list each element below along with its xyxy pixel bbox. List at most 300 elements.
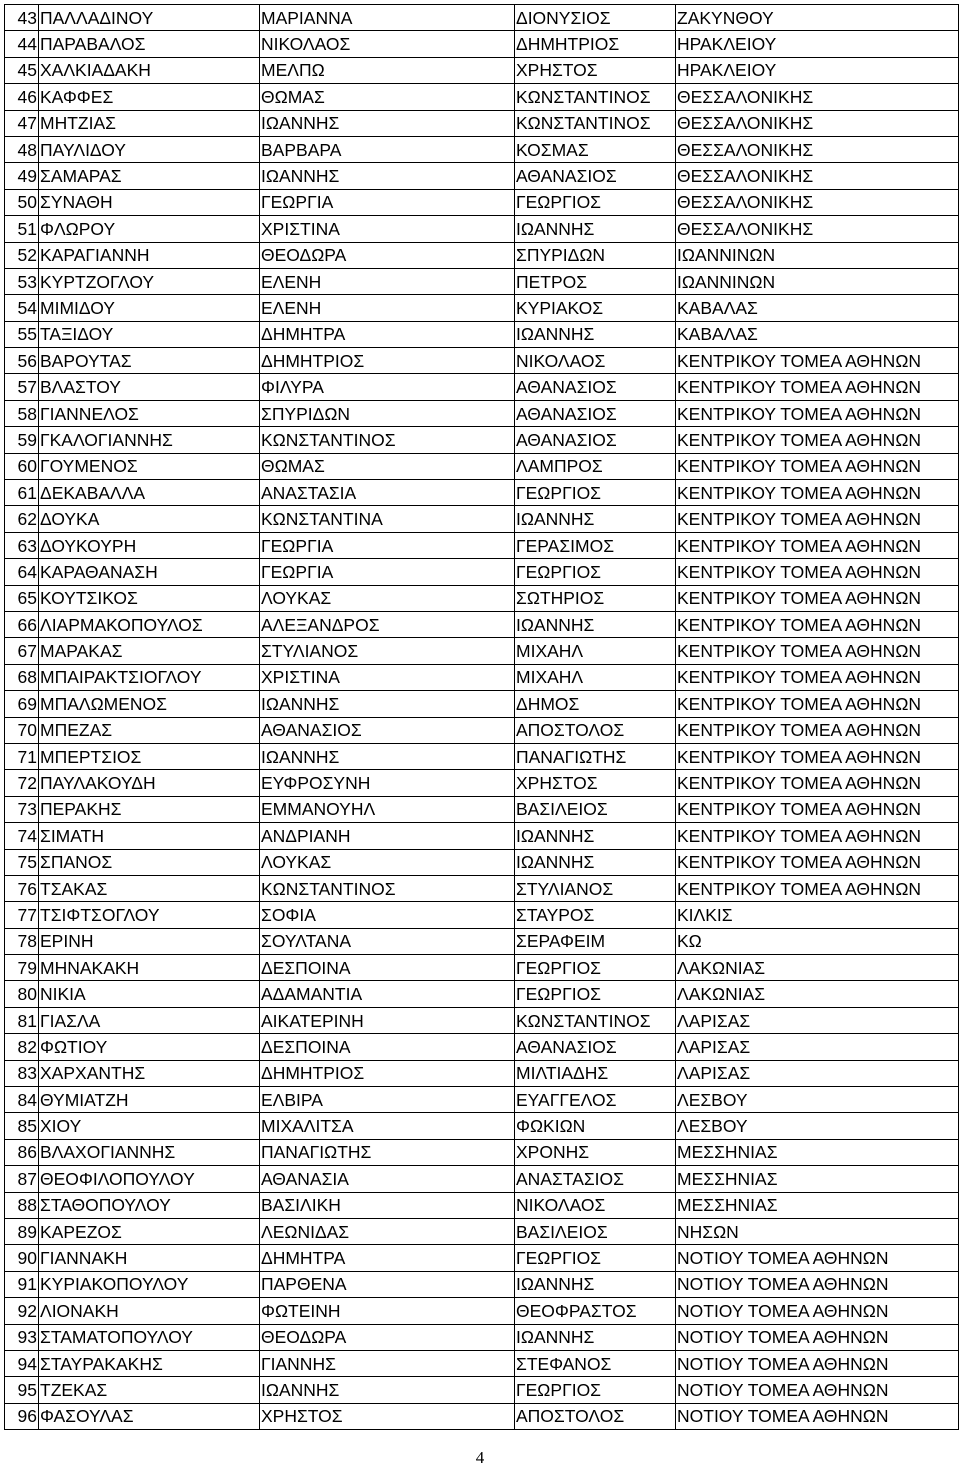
region-cell: ΛΕΣΒΟΥ [676,1113,959,1139]
father-name-cell: ΔΗΜΗΤΡΙΟΣ [515,31,676,57]
row-number-cell: 47 [5,110,39,136]
row-number-cell: 50 [5,189,39,215]
row-number-cell: 52 [5,242,39,268]
region-cell: ΗΡΑΚΛΕΙΟΥ [676,31,959,57]
first-name-cell: ΔΕΣΠΟΙΝΑ [260,955,515,981]
table-row [5,1271,959,1297]
table-row [5,136,959,162]
row-number-cell: 83 [5,1060,39,1086]
surname-cell: ΚΟΥΤΣΙΚΟΣ [39,585,260,611]
surname-cell: ΠΑΡΑΒΑΛΟΣ [39,31,260,57]
table-row [5,849,959,875]
row-number-cell: 91 [5,1271,39,1297]
region-cell: ΘΕΣΣΑΛΟΝΙΚΗΣ [676,163,959,189]
table-row [5,532,959,558]
father-name-cell: ΚΩΝΣΤΑΝΤΙΝΟΣ [515,110,676,136]
father-name-cell: ΛΑΜΠΡΟΣ [515,453,676,479]
row-number-cell: 87 [5,1166,39,1192]
row-number-cell: 45 [5,57,39,83]
first-name-cell: ΘΩΜΑΣ [260,84,515,110]
father-name-cell: ΣΤΥΛΙΑΝΟΣ [515,875,676,901]
first-name-cell: ΛΕΩΝΙΔΑΣ [260,1218,515,1244]
surname-cell: ΧΑΡΧΑΝΤΗΣ [39,1060,260,1086]
first-name-cell: ΕΜΜΑΝΟΥΗΛ [260,796,515,822]
surname-cell: ΚΑΦΦΕΣ [39,84,260,110]
first-name-cell: ΚΩΝΣΤΑΝΤΙΝΟΣ [260,875,515,901]
first-name-cell: ΓΕΩΡΓΙΑ [260,532,515,558]
region-cell: ΘΕΣΣΑΛΟΝΙΚΗΣ [676,136,959,162]
father-name-cell: ΙΩΑΝΝΗΣ [515,1271,676,1297]
surname-cell: ΚΥΡΤΖΟΓΛΟΥ [39,268,260,294]
surname-cell: ΒΛΑΣΤΟΥ [39,374,260,400]
region-cell: ΚΕΝΤΡΙΚΟΥ ΤΟΜΕΑ ΑΘΗΝΩΝ [676,532,959,558]
table-row [5,506,959,532]
father-name-cell: ΚΩΝΣΤΑΝΤΙΝΟΣ [515,1007,676,1033]
first-name-cell: ΜΕΛΠΩ [260,57,515,83]
father-name-cell: ΙΩΑΝΝΗΣ [515,321,676,347]
surname-cell: ΔΟΥΚΟΥΡΗ [39,532,260,558]
surname-cell: ΛΙΟΝΑΚΗ [39,1298,260,1324]
first-name-cell: ΛΟΥΚΑΣ [260,585,515,611]
father-name-cell: ΘΕΟΦΡΑΣΤΟΣ [515,1298,676,1324]
table-row [5,163,959,189]
row-number-cell: 96 [5,1403,39,1429]
table-row [5,189,959,215]
region-cell: ΚΕΝΤΡΙΚΟΥ ΤΟΜΕΑ ΑΘΗΝΩΝ [676,849,959,875]
first-name-cell: ΧΡΙΣΤΙΝΑ [260,216,515,242]
surname-cell: ΣΤΑΥΡΑΚΑΚΗΣ [39,1350,260,1376]
first-name-cell: ΑΘΑΝΑΣΙΑ [260,1166,515,1192]
region-cell: ΚΕΝΤΡΙΚΟΥ ΤΟΜΕΑ ΑΘΗΝΩΝ [676,611,959,637]
surname-cell: ΤΣΑΚΑΣ [39,875,260,901]
table-row [5,664,959,690]
region-cell: ΚΕΝΤΡΙΚΟΥ ΤΟΜΕΑ ΑΘΗΝΩΝ [676,691,959,717]
row-number-cell: 93 [5,1324,39,1350]
table-row [5,1087,959,1113]
first-name-cell: ΜΙΧΑΛΙΤΣΑ [260,1113,515,1139]
table-row [5,348,959,374]
surname-cell: ΚΑΡΑΘΑΝΑΣΗ [39,559,260,585]
father-name-cell: ΠΕΤΡΟΣ [515,268,676,294]
father-name-cell: ΓΕΩΡΓΙΟΣ [515,1245,676,1271]
row-number-cell: 76 [5,875,39,901]
region-cell: ΝΟΤΙΟΥ ΤΟΜΕΑ ΑΘΗΝΩΝ [676,1350,959,1376]
father-name-cell: ΓΕΩΡΓΙΟΣ [515,189,676,215]
father-name-cell: ΚΩΝΣΤΑΝΤΙΝΟΣ [515,84,676,110]
first-name-cell: ΓΕΩΡΓΙΑ [260,189,515,215]
surname-cell: ΧΑΛΚΙΑΔΑΚΗ [39,57,260,83]
first-name-cell: ΙΩΑΝΝΗΣ [260,110,515,136]
first-name-cell: ΦΩΤΕΙΝΗ [260,1298,515,1324]
row-number-cell: 74 [5,823,39,849]
page-number: 4 [475,1448,485,1467]
region-cell: ΚΕΝΤΡΙΚΟΥ ΤΟΜΕΑ ΑΘΗΝΩΝ [676,664,959,690]
table-row [5,1350,959,1376]
table-row [5,717,959,743]
region-cell: ΚΕΝΤΡΙΚΟΥ ΤΟΜΕΑ ΑΘΗΝΩΝ [676,453,959,479]
first-name-cell: ΒΑΣΙΛΙΚΗ [260,1192,515,1218]
surname-cell: ΓΙΑΣΛΑ [39,1007,260,1033]
father-name-cell: ΝΙΚΟΛΑΟΣ [515,1192,676,1218]
first-name-cell: ΣΟΦΙΑ [260,902,515,928]
father-name-cell: ΓΕΩΡΓΙΟΣ [515,955,676,981]
father-name-cell: ΓΕΩΡΓΙΟΣ [515,981,676,1007]
first-name-cell: ΔΗΜΗΤΡΙΟΣ [260,348,515,374]
father-name-cell: ΧΡΗΣΤΟΣ [515,770,676,796]
surname-cell: ΚΑΡΑΓΙΑΝΝΗ [39,242,260,268]
father-name-cell: ΜΙΧΑΗΛ [515,664,676,690]
row-number-cell: 73 [5,796,39,822]
region-cell: ΜΕΣΣΗΝΙΑΣ [676,1139,959,1165]
region-cell: ΚΕΝΤΡΙΚΟΥ ΤΟΜΕΑ ΑΘΗΝΩΝ [676,743,959,769]
table-row [5,770,959,796]
surname-cell: ΣΤΑΜΑΤΟΠΟΥΛΟΥ [39,1324,260,1350]
surname-cell: ΤΖΕΚΑΣ [39,1377,260,1403]
table-row [5,1139,959,1165]
row-number-cell: 66 [5,611,39,637]
father-name-cell: ΙΩΑΝΝΗΣ [515,611,676,637]
first-name-cell: ΜΑΡΙΑΝΝΑ [260,5,515,31]
father-name-cell: ΙΩΑΝΝΗΣ [515,1324,676,1350]
table-row [5,823,959,849]
father-name-cell: ΜΙΧΑΗΛ [515,638,676,664]
row-number-cell: 59 [5,427,39,453]
table-row [5,875,959,901]
row-number-cell: 43 [5,5,39,31]
row-number-cell: 63 [5,532,39,558]
table-row [5,691,959,717]
table-row [5,295,959,321]
father-name-cell: ΑΠΟΣΤΟΛΟΣ [515,1403,676,1429]
father-name-cell: ΑΘΑΝΑΣΙΟΣ [515,1034,676,1060]
father-name-cell: ΕΥΑΓΓΕΛΟΣ [515,1087,676,1113]
surname-cell: ΜΠΑΙΡΑΚΤΣΙΟΓΛΟΥ [39,664,260,690]
surname-cell: ΜΠΑΛΩΜΕΝΟΣ [39,691,260,717]
father-name-cell: ΑΘΑΝΑΣΙΟΣ [515,400,676,426]
first-name-cell: ΚΩΝΣΤΑΝΤΙΝΟΣ [260,427,515,453]
surname-cell: ΔΕΚΑΒΑΛΛΑ [39,480,260,506]
surname-cell: ΦΩΤΙΟΥ [39,1034,260,1060]
table-row [5,1007,959,1033]
region-cell: ΛΑΚΩΝΙΑΣ [676,955,959,981]
table-row [5,216,959,242]
table-row [5,928,959,954]
region-cell: ΛΑΡΙΣΑΣ [676,1060,959,1086]
first-name-cell: ΕΛΒΙΡΑ [260,1087,515,1113]
father-name-cell: ΔΙΟΝΥΣΙΟΣ [515,5,676,31]
father-name-cell: ΚΟΣΜΑΣ [515,136,676,162]
row-number-cell: 64 [5,559,39,585]
surname-cell: ΚΥΡΙΑΚΟΠΟΥΛΟΥ [39,1271,260,1297]
region-cell: ΛΕΣΒΟΥ [676,1087,959,1113]
region-cell: ΚΕΝΤΡΙΚΟΥ ΤΟΜΕΑ ΑΘΗΝΩΝ [676,717,959,743]
surname-cell: ΠΑΛΛΑΔΙΝΟΥ [39,5,260,31]
region-cell: ΘΕΣΣΑΛΟΝΙΚΗΣ [676,110,959,136]
region-cell: ΚΕΝΤΡΙΚΟΥ ΤΟΜΕΑ ΑΘΗΝΩΝ [676,796,959,822]
first-name-cell: ΕΥΦΡΟΣΥΝΗ [260,770,515,796]
first-name-cell: ΙΩΑΝΝΗΣ [260,691,515,717]
surname-cell: ΣΙΜΑΤΗ [39,823,260,849]
region-cell: ΚΕΝΤΡΙΚΟΥ ΤΟΜΕΑ ΑΘΗΝΩΝ [676,638,959,664]
father-name-cell: ΣΠΥΡΙΔΩΝ [515,242,676,268]
table-row [5,1245,959,1271]
surname-cell: ΒΑΡΟΥΤΑΣ [39,348,260,374]
first-name-cell: ΛΟΥΚΑΣ [260,849,515,875]
table-row [5,559,959,585]
table-row [5,480,959,506]
father-name-cell: ΑΝΑΣΤΑΣΙΟΣ [515,1166,676,1192]
table-row [5,1298,959,1324]
surname-cell: ΒΛΑΧΟΓΙΑΝΝΗΣ [39,1139,260,1165]
row-number-cell: 89 [5,1218,39,1244]
region-cell: ΙΩΑΝΝΙΝΩΝ [676,242,959,268]
first-name-cell: ΘΩΜΑΣ [260,453,515,479]
father-name-cell: ΣΤΕΦΑΝΟΣ [515,1350,676,1376]
surname-cell: ΔΟΥΚΑ [39,506,260,532]
father-name-cell: ΓΕΡΑΣΙΜΟΣ [515,532,676,558]
first-name-cell: ΑΘΑΝΑΣΙΟΣ [260,717,515,743]
region-cell: ΚΕΝΤΡΙΚΟΥ ΤΟΜΕΑ ΑΘΗΝΩΝ [676,480,959,506]
table-row [5,981,959,1007]
first-name-cell: ΝΙΚΟΛΑΟΣ [260,31,515,57]
row-number-cell: 60 [5,453,39,479]
row-number-cell: 56 [5,348,39,374]
father-name-cell: ΙΩΑΝΝΗΣ [515,823,676,849]
first-name-cell: ΦΙΛΥΡΑ [260,374,515,400]
father-name-cell: ΑΘΑΝΑΣΙΟΣ [515,374,676,400]
surname-cell: ΕΡΙΝΗ [39,928,260,954]
father-name-cell: ΑΘΑΝΑΣΙΟΣ [515,163,676,189]
row-number-cell: 94 [5,1350,39,1376]
first-name-cell: ΧΡΗΣΤΟΣ [260,1403,515,1429]
father-name-cell: ΣΩΤΗΡΙΟΣ [515,585,676,611]
father-name-cell: ΣΕΡΑΦΕΙΜ [515,928,676,954]
surname-cell: ΠΕΡΑΚΗΣ [39,796,260,822]
first-name-cell: ΒΑΡΒΑΡΑ [260,136,515,162]
region-cell: ΝΟΤΙΟΥ ΤΟΜΕΑ ΑΘΗΝΩΝ [676,1403,959,1429]
table-row [5,796,959,822]
row-number-cell: 75 [5,849,39,875]
region-cell: ΚΕΝΤΡΙΚΟΥ ΤΟΜΕΑ ΑΘΗΝΩΝ [676,770,959,796]
surname-cell: ΠΑΥΛΑΚΟΥΔΗ [39,770,260,796]
roster-table [4,4,959,1430]
table-row [5,611,959,637]
table-row [5,427,959,453]
table-row [5,1192,959,1218]
region-cell: ΜΕΣΣΗΝΙΑΣ [676,1192,959,1218]
father-name-cell: ΝΙΚΟΛΑΟΣ [515,348,676,374]
row-number-cell: 79 [5,955,39,981]
row-number-cell: 90 [5,1245,39,1271]
first-name-cell: ΔΗΜΗΤΡΑ [260,1245,515,1271]
table-row [5,268,959,294]
surname-cell: ΜΙΜΙΔΟΥ [39,295,260,321]
first-name-cell: ΔΗΜΗΤΡΑ [260,321,515,347]
table-row [5,84,959,110]
row-number-cell: 48 [5,136,39,162]
row-number-cell: 54 [5,295,39,321]
surname-cell: ΓΟΥΜΕΝΟΣ [39,453,260,479]
table-row [5,453,959,479]
table-row [5,321,959,347]
region-cell: ΗΡΑΚΛΕΙΟΥ [676,57,959,83]
row-number-cell: 46 [5,84,39,110]
region-cell: ΚΕΝΤΡΙΚΟΥ ΤΟΜΕΑ ΑΘΗΝΩΝ [676,400,959,426]
table-row [5,1113,959,1139]
first-name-cell: ΣΠΥΡΙΔΩΝ [260,400,515,426]
father-name-cell: ΑΠΟΣΤΟΛΟΣ [515,717,676,743]
table-row [5,1324,959,1350]
surname-cell: ΦΑΣΟΥΛΑΣ [39,1403,260,1429]
surname-cell: ΣΠΑΝΟΣ [39,849,260,875]
region-cell: ΖΑΚΥΝΘΟΥ [676,5,959,31]
region-cell: ΛΑΚΩΝΙΑΣ [676,981,959,1007]
table-row [5,955,959,981]
row-number-cell: 86 [5,1139,39,1165]
row-number-cell: 58 [5,400,39,426]
row-number-cell: 70 [5,717,39,743]
father-name-cell: ΔΗΜΟΣ [515,691,676,717]
father-name-cell: ΦΩΚΙΩΝ [515,1113,676,1139]
row-number-cell: 85 [5,1113,39,1139]
table-row [5,1034,959,1060]
row-number-cell: 68 [5,664,39,690]
surname-cell: ΝΙΚΙΑ [39,981,260,1007]
row-number-cell: 82 [5,1034,39,1060]
surname-cell: ΜΗΤΖΙΑΣ [39,110,260,136]
row-number-cell: 62 [5,506,39,532]
table-row [5,5,959,31]
surname-cell: ΦΛΩΡΟΥ [39,216,260,242]
first-name-cell: ΕΛΕΝΗ [260,268,515,294]
first-name-cell: ΔΕΣΠΟΙΝΑ [260,1034,515,1060]
row-number-cell: 78 [5,928,39,954]
row-number-cell: 69 [5,691,39,717]
first-name-cell: ΕΛΕΝΗ [260,295,515,321]
table-row [5,1060,959,1086]
surname-cell: ΜΗΝΑΚΑΚΗ [39,955,260,981]
father-name-cell: ΧΡΗΣΤΟΣ [515,57,676,83]
father-name-cell: ΠΑΝΑΓΙΩΤΗΣ [515,743,676,769]
region-cell: ΚΙΛΚΙΣ [676,902,959,928]
region-cell: ΚΕΝΤΡΙΚΟΥ ΤΟΜΕΑ ΑΘΗΝΩΝ [676,506,959,532]
row-number-cell: 80 [5,981,39,1007]
region-cell: ΛΑΡΙΣΑΣ [676,1034,959,1060]
region-cell: ΘΕΣΣΑΛΟΝΙΚΗΣ [676,216,959,242]
table-row [5,743,959,769]
table-row [5,1166,959,1192]
father-name-cell: ΧΡΟΝΗΣ [515,1139,676,1165]
roster-table-body [5,5,959,1430]
first-name-cell: ΙΩΑΝΝΗΣ [260,163,515,189]
surname-cell: ΧΙΟΥ [39,1113,260,1139]
region-cell: ΝΟΤΙΟΥ ΤΟΜΕΑ ΑΘΗΝΩΝ [676,1271,959,1297]
table-row [5,638,959,664]
table-row [5,374,959,400]
first-name-cell: ΙΩΑΝΝΗΣ [260,743,515,769]
surname-cell: ΘΥΜΙΑΤΖΗ [39,1087,260,1113]
surname-cell: ΤΣΙΦΤΣΟΓΛΟΥ [39,902,260,928]
father-name-cell: ΜΙΛΤΙΑΔΗΣ [515,1060,676,1086]
father-name-cell: ΙΩΑΝΝΗΣ [515,849,676,875]
surname-cell: ΜΑΡΑΚΑΣ [39,638,260,664]
table-row [5,31,959,57]
table-row [5,242,959,268]
table-row [5,1403,959,1429]
row-number-cell: 67 [5,638,39,664]
row-number-cell: 88 [5,1192,39,1218]
row-number-cell: 95 [5,1377,39,1403]
first-name-cell: ΠΑΡΘΕΝΑ [260,1271,515,1297]
region-cell: ΚΕΝΤΡΙΚΟΥ ΤΟΜΕΑ ΑΘΗΝΩΝ [676,374,959,400]
row-number-cell: 65 [5,585,39,611]
father-name-cell: ΑΘΑΝΑΣΙΟΣ [515,427,676,453]
row-number-cell: 49 [5,163,39,189]
region-cell: ΚΕΝΤΡΙΚΟΥ ΤΟΜΕΑ ΑΘΗΝΩΝ [676,427,959,453]
row-number-cell: 92 [5,1298,39,1324]
region-cell: ΚΕΝΤΡΙΚΟΥ ΤΟΜΕΑ ΑΘΗΝΩΝ [676,823,959,849]
first-name-cell: ΑΙΚΑΤΕΡΙΝΗ [260,1007,515,1033]
region-cell: ΘΕΣΣΑΛΟΝΙΚΗΣ [676,84,959,110]
row-number-cell: 44 [5,31,39,57]
surname-cell: ΜΠΕΡΤΣΙΟΣ [39,743,260,769]
table-row [5,585,959,611]
father-name-cell: ΙΩΑΝΝΗΣ [515,506,676,532]
surname-cell: ΚΑΡΕΖΟΣ [39,1218,260,1244]
region-cell: ΚΕΝΤΡΙΚΟΥ ΤΟΜΕΑ ΑΘΗΝΩΝ [676,585,959,611]
surname-cell: ΓΙΑΝΝΕΛΟΣ [39,400,260,426]
father-name-cell: ΙΩΑΝΝΗΣ [515,216,676,242]
surname-cell: ΓΚΑΛΟΓΙΑΝΝΗΣ [39,427,260,453]
first-name-cell: ΠΑΝΑΓΙΩΤΗΣ [260,1139,515,1165]
father-name-cell: ΓΕΩΡΓΙΟΣ [515,559,676,585]
table-row [5,1377,959,1403]
row-number-cell: 71 [5,743,39,769]
first-name-cell: ΑΔΑΜΑΝΤΙΑ [260,981,515,1007]
row-number-cell: 84 [5,1087,39,1113]
row-number-cell: 53 [5,268,39,294]
surname-cell: ΣΑΜΑΡΑΣ [39,163,260,189]
row-number-cell: 77 [5,902,39,928]
father-name-cell: ΒΑΣΙΛΕΙΟΣ [515,1218,676,1244]
first-name-cell: ΓΕΩΡΓΙΑ [260,559,515,585]
first-name-cell: ΔΗΜΗΤΡΙΟΣ [260,1060,515,1086]
father-name-cell: ΚΥΡΙΑΚΟΣ [515,295,676,321]
region-cell: ΝΟΤΙΟΥ ΤΟΜΕΑ ΑΘΗΝΩΝ [676,1377,959,1403]
surname-cell: ΜΠΕΖΑΣ [39,717,260,743]
surname-cell: ΣΤΑΘΟΠΟΥΛΟΥ [39,1192,260,1218]
region-cell: ΛΑΡΙΣΑΣ [676,1007,959,1033]
surname-cell: ΤΑΞΙΔΟΥ [39,321,260,347]
region-cell: ΚΕΝΤΡΙΚΟΥ ΤΟΜΕΑ ΑΘΗΝΩΝ [676,559,959,585]
first-name-cell: ΑΝΔΡΙΑΝΗ [260,823,515,849]
first-name-cell: ΘΕΟΔΩΡΑ [260,242,515,268]
table-row [5,110,959,136]
first-name-cell: ΘΕΟΔΩΡΑ [260,1324,515,1350]
first-name-cell: ΑΝΑΣΤΑΣΙΑ [260,480,515,506]
region-cell: ΝΗΣΩΝ [676,1218,959,1244]
region-cell: ΚΩ [676,928,959,954]
first-name-cell: ΓΙΑΝΝΗΣ [260,1350,515,1376]
first-name-cell: ΧΡΙΣΤΙΝΑ [260,664,515,690]
row-number-cell: 72 [5,770,39,796]
surname-cell: ΓΙΑΝΝΑΚΗ [39,1245,260,1271]
region-cell: ΝΟΤΙΟΥ ΤΟΜΕΑ ΑΘΗΝΩΝ [676,1245,959,1271]
region-cell: ΘΕΣΣΑΛΟΝΙΚΗΣ [676,189,959,215]
table-row [5,57,959,83]
first-name-cell: ΚΩΝΣΤΑΝΤΙΝΑ [260,506,515,532]
row-number-cell: 55 [5,321,39,347]
